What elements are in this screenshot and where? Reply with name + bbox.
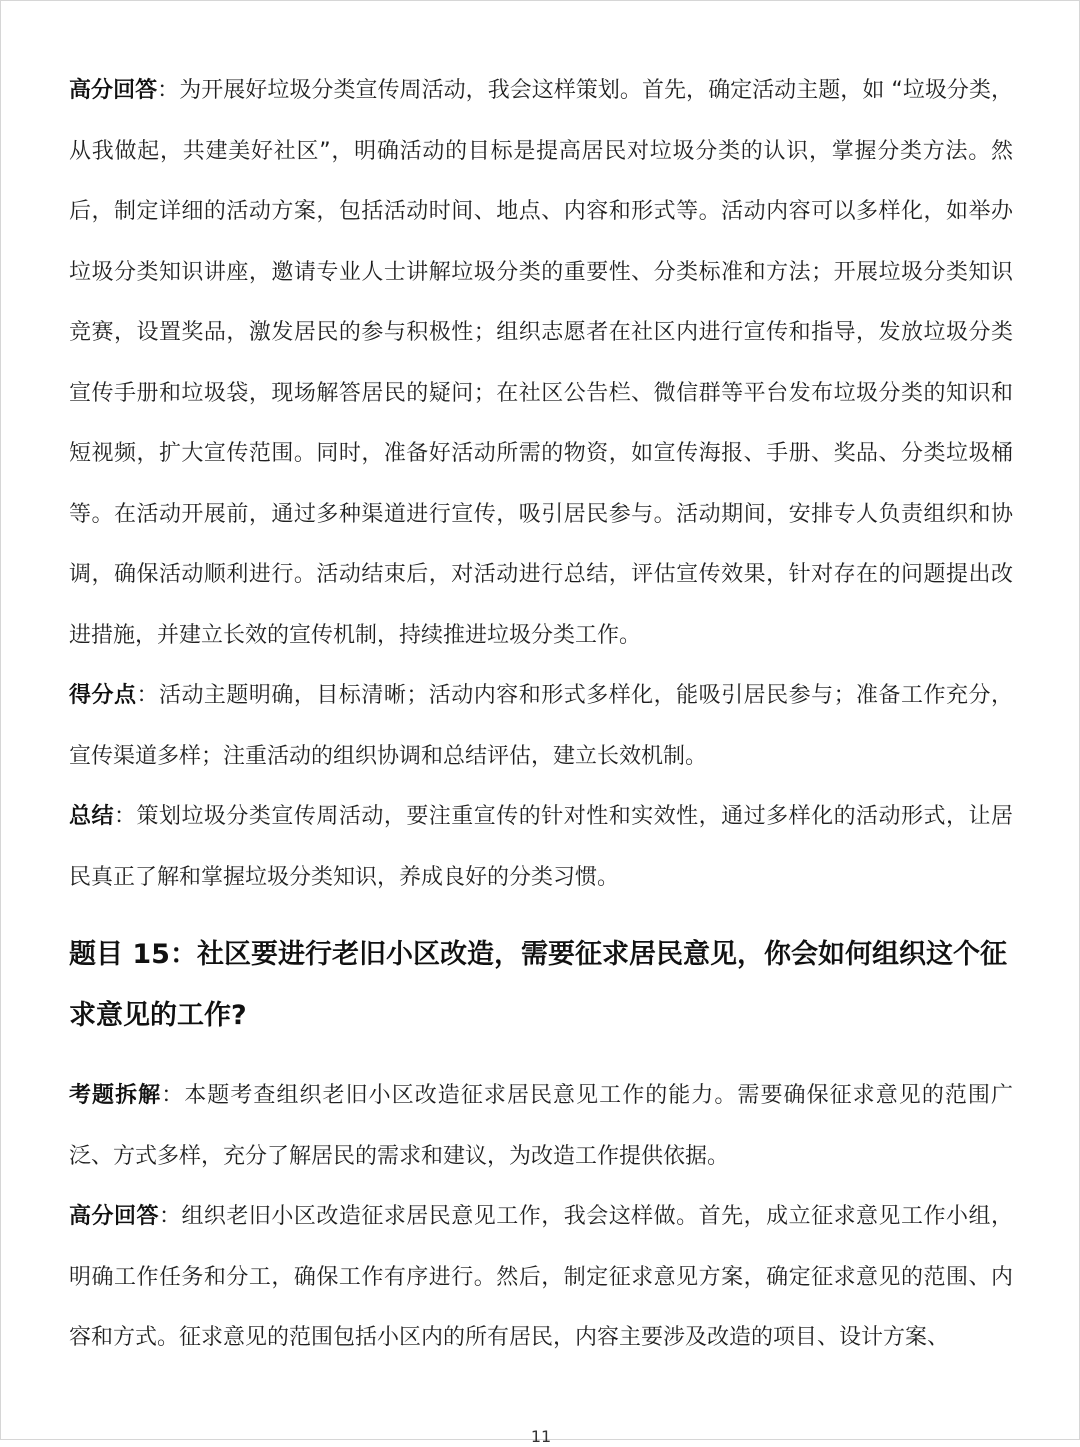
analysis-label: 考题拆解 bbox=[69, 1083, 162, 1108]
analysis-text: ：本题考查组织老旧小区改造征求居民意见工作的能力。需要确保征求意见的范围广泛、方式多样，充分了解居民的需求和建议，为改造工作提供依据。 bbox=[69, 1083, 1013, 1169]
page-number: 11 bbox=[530, 1427, 552, 1446]
answer-label: 高分回答 bbox=[69, 78, 158, 103]
answer-paragraph-2 bbox=[69, 1187, 1013, 1369]
score-points-label: 得分点 bbox=[69, 683, 137, 708]
answer-paragraph bbox=[69, 61, 1013, 666]
analysis-paragraph bbox=[69, 1066, 1013, 1187]
summary-text: ：策划垃圾分类宣传周活动，要注重宣传的针对性和实效性，通过多样化的活动形式，让居民真正了解和掌握垃圾分类知识，养成良好的分类习惯。 bbox=[69, 804, 1013, 890]
score-points-text: ：活动主题明确，目标清晰；活动内容和形式多样化，能吸引居民参与；准备工作充分，宣传渠道多样；注重活动的组织协调和总结评估，建立长效机制。 bbox=[69, 683, 1013, 769]
document-content bbox=[69, 61, 1013, 1369]
summary-label: 总结 bbox=[69, 804, 114, 829]
score-points-paragraph bbox=[69, 666, 1013, 787]
answer-text-2: ：组织老旧小区改造征求居民意见工作，我会这样做。首先，成立征求意见工作小组，明确工作任务和分工，确保工作有序进行。然后，制定征求意见方案，确定征求意见的范围、内容和方式。征求意见的范围包括小区内的所有居民，内容主要涉及改造的项目、设计方案、 bbox=[69, 1204, 1013, 1350]
summary-paragraph bbox=[69, 787, 1013, 908]
answer-label-2: 高分回答 bbox=[69, 1204, 159, 1229]
answer-text: ：为开展好垃圾分类宣传周活动，我会这样策划。首先，确定活动主题，如 “垃圾分类，从我做起，共建美好社区”，明确活动的目标是提高居民对垃圾分类的认识，掌握分类方法。然后，制定详细的活动方案，包括活动时间、地点、内容和形式等。活动内容可以多样化，如举办垃圾分类知识讲座，邀请专业人士讲解垃圾分类的重要性、分类标准和方法；开展垃圾分类知识竞赛，设置奖品，激发居民的参与积极性；组织志愿者在社区内进行宣传和指导，发放垃圾分类宣传手册和垃圾袋，现场解答居民的疑问；在社区公告栏、微信群等平台发布垃圾分类的知识和短视频，扩大宣传范围。同时，准备好活动所需的物资，如宣传海报、手册、奖品、分类垃圾桶等。在活动开展前，通过多种渠道进行宣传，吸引居民参与。活动期间，安排专人负责组织和协调，确保活动顺利进行。活动结束后，对活动进行总结，评估宣传效果，针对存在的问题提出改进措施，并建立长效的宣传机制，持续推进垃圾分类工作。 bbox=[69, 78, 1013, 648]
question-heading: 题目 15：社区要进行老旧小区改造，需要征求居民意见，你会如何组织这个征求意见的工作? bbox=[69, 939, 1007, 1031]
